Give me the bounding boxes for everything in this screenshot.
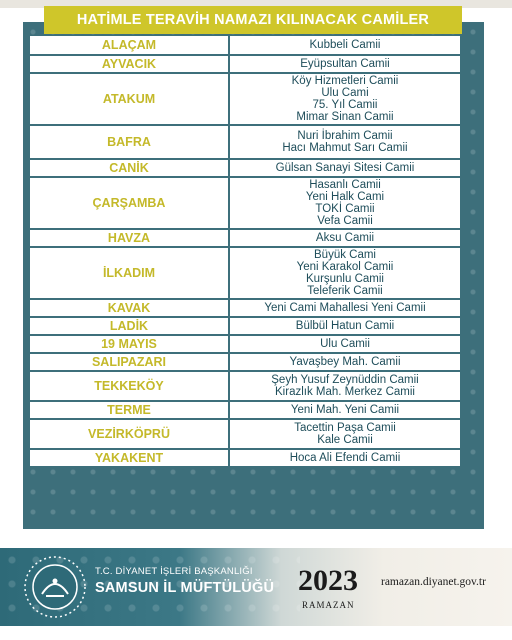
mosque-list xyxy=(230,126,460,158)
district-name: TERME xyxy=(30,402,230,418)
table-row xyxy=(30,158,460,176)
mosque-name: Eyüpsultan Camii xyxy=(300,57,390,70)
table-row xyxy=(30,370,460,400)
mosque-name: Kirazlık Mah. Merkez Camii xyxy=(275,386,415,398)
mosque-list xyxy=(230,450,460,466)
mosque-name: Yeni Halk Cami xyxy=(305,190,385,203)
mosque-name: Ulu Cami xyxy=(321,86,369,99)
mosque-name: Yavaşbey Mah. Camii xyxy=(289,355,401,368)
mosque-list xyxy=(230,402,460,418)
bottom-strip xyxy=(0,626,512,640)
mosque-list xyxy=(230,354,460,370)
mosque-name: Yeni Mah. Yeni Camii xyxy=(290,403,400,416)
mosque-name: Tacettin Paşa Camii xyxy=(294,421,396,434)
page-title: HATİMLE TERAVİH NAMAZI KILINACAK CAMİLER xyxy=(76,12,430,28)
table-row xyxy=(30,176,460,228)
mosque-name: Ulu Camii xyxy=(320,337,370,350)
mosque-list xyxy=(230,336,460,352)
mosque-name: Hasanlı Camii xyxy=(309,178,381,191)
table-row xyxy=(30,352,460,370)
table-row xyxy=(30,334,460,352)
district-name: ALAÇAM xyxy=(30,36,230,54)
mosque-list xyxy=(230,36,460,54)
district-name: KAVAK xyxy=(30,300,230,316)
mosque-list xyxy=(230,420,460,448)
district-name: HAVZA xyxy=(30,230,230,246)
mosque-name: Gülsan Sanayi Sitesi Camii xyxy=(275,161,415,174)
mosque-list xyxy=(230,74,460,124)
district-name: SALIPAZARI xyxy=(30,354,230,370)
mosque-list xyxy=(230,56,460,72)
mosque-list xyxy=(230,160,460,176)
website-link[interactable]: ramazan.diyanet.gov.tr xyxy=(381,576,486,588)
org-name-small: T.C. DİYANET İŞLERİ BAŞKANLIĞI xyxy=(95,566,253,577)
mosque-name: Kurşunlu Camii xyxy=(306,273,384,285)
district-name: 19 MAYIS xyxy=(30,336,230,352)
mosque-name: Mimar Sinan Camii xyxy=(296,111,394,124)
mosque-name: Yeni Karakol Camii xyxy=(296,260,394,273)
district-name: TEKKEKÖY xyxy=(30,372,230,400)
mosque-name: Bülbül Hatun Camii xyxy=(295,319,395,332)
mosque-name: Büyük Cami xyxy=(314,248,376,261)
diyanet-emblem-icon xyxy=(22,554,88,620)
district-name: YAKAKENT xyxy=(30,450,230,466)
table-row xyxy=(30,72,460,124)
table-row xyxy=(30,418,460,448)
mosque-name: Vefa Camii xyxy=(317,215,373,228)
mosque-table xyxy=(30,36,460,466)
table-row xyxy=(30,298,460,316)
mosque-name: Kubbeli Camii xyxy=(309,38,381,51)
ramadan-year: 2023 xyxy=(298,564,358,597)
district-name: LADİK xyxy=(30,318,230,334)
ramadan-label: RAMAZAN xyxy=(302,600,355,610)
mosque-list xyxy=(230,230,460,246)
mosque-list xyxy=(230,318,460,334)
mosque-name: Hacı Mahmut Sarı Camii xyxy=(282,142,408,154)
district-name: ÇARŞAMBA xyxy=(30,178,230,228)
mosque-name: 75. Yıl Camii xyxy=(312,99,378,111)
mosque-name: Kale Camii xyxy=(317,434,373,446)
mosque-name: Hoca Ali Efendi Camii xyxy=(289,451,401,464)
mosque-name: Köy Hizmetleri Camii xyxy=(291,74,399,87)
district-name: VEZİRKÖPRÜ xyxy=(30,420,230,448)
table-row xyxy=(30,448,460,466)
table-row xyxy=(30,400,460,418)
mosque-list xyxy=(230,300,460,316)
mosque-name: Aksu Camii xyxy=(315,231,375,244)
table-row xyxy=(30,36,460,54)
district-name: ATAKUM xyxy=(30,74,230,124)
district-name: BAFRA xyxy=(30,126,230,158)
title-bar xyxy=(44,6,462,34)
mosque-list xyxy=(230,372,460,400)
org-name-big: SAMSUN İL MÜFTÜLÜĞÜ xyxy=(95,580,275,596)
table-row xyxy=(30,54,460,72)
district-name: İLKADIM xyxy=(30,248,230,298)
table-row xyxy=(30,228,460,246)
mosque-list xyxy=(230,178,460,228)
district-name: AYVACIK xyxy=(30,56,230,72)
mosque-name: Yeni Cami Mahallesi Yeni Camii xyxy=(264,301,426,314)
mosque-name: Şeyh Yusuf Zeynüddin Camii xyxy=(271,373,419,386)
mosque-name: TOKİ Camii xyxy=(315,203,375,215)
district-name: CANİK xyxy=(30,160,230,176)
mosque-name: Nuri İbrahim Camii xyxy=(297,129,393,142)
table-row xyxy=(30,316,460,334)
table-row xyxy=(30,124,460,158)
mosque-list xyxy=(230,248,460,298)
table-row xyxy=(30,246,460,298)
mosque-name: Teleferik Camii xyxy=(307,285,383,298)
